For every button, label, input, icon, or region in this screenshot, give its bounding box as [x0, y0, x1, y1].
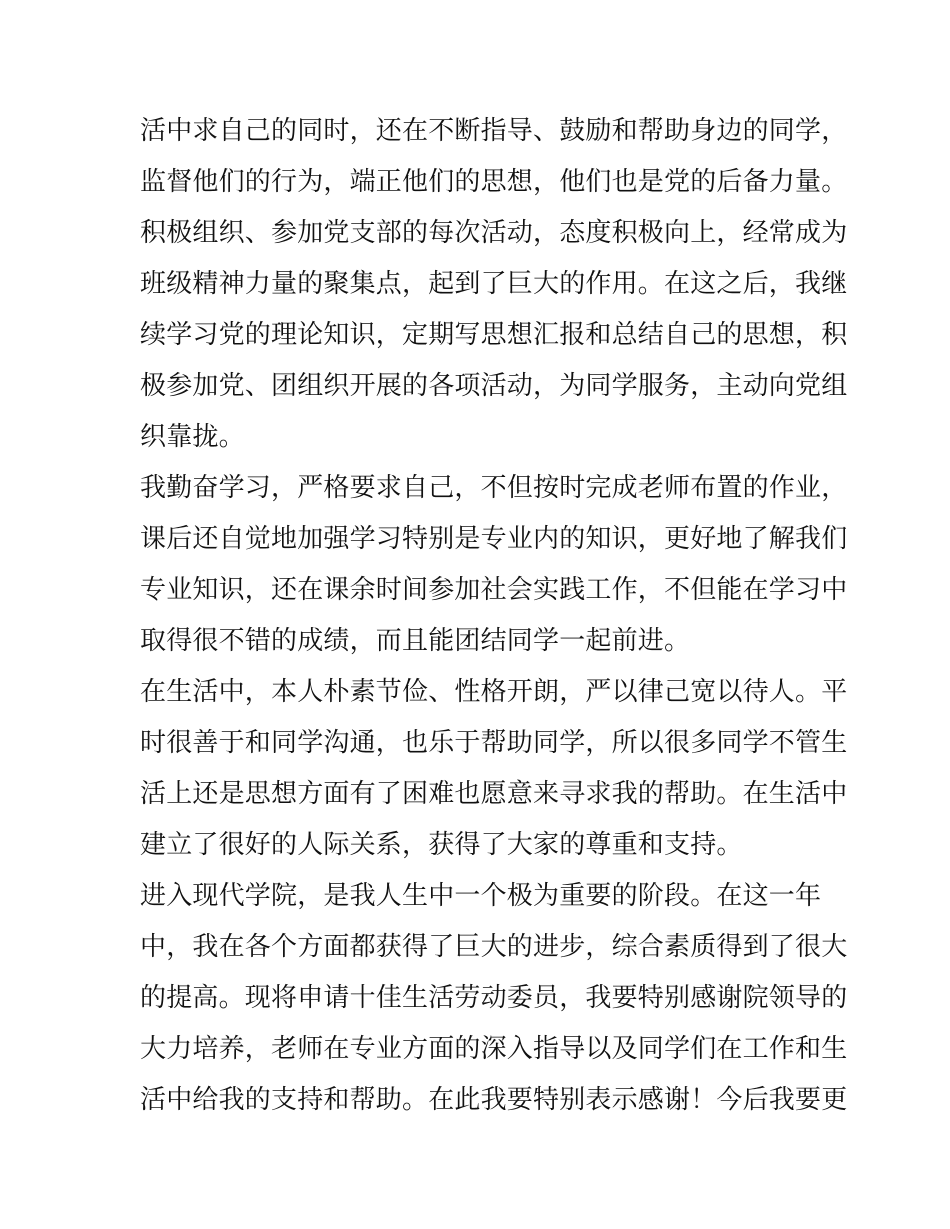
text-line: 中，我在各个方面都获得了巨大的进步，综合素质得到了很大: [140, 932, 848, 962]
text-line: 的提高。现将申请十佳生活劳动委员，我要特别感谢院领导的: [140, 983, 848, 1013]
text-line: 我勤奋学习，严格要求自己，不但按时完成老师布置的作业，: [140, 473, 848, 503]
text-line: 建立了很好的人际关系，获得了大家的尊重和支持。: [140, 830, 743, 860]
paragraph-daily-life: [140, 667, 848, 871]
text-line: 极参加党、团组织开展的各项活动，为同学服务，主动向党组: [140, 371, 848, 401]
text-line: 积极组织、参加党支部的每次活动，态度积极向上，经常成为: [140, 218, 848, 248]
text-line: 大力培养，老师在专业方面的深入指导以及同学们在工作和生: [140, 1034, 848, 1064]
paragraph-study: [140, 463, 848, 667]
text-line: 在生活中，本人朴素节俭、性格开朗，严以律己宽以待人。平: [140, 677, 848, 707]
paragraph-party-activities: [140, 106, 848, 463]
paragraph-conclusion: [140, 871, 848, 1126]
text-line: 织靠拢。: [140, 422, 245, 452]
text-line: 班级精神力量的聚集点，起到了巨大的作用。在这之后，我继: [140, 269, 848, 299]
text-line: 课后还自觉地加强学习特别是专业内的知识，更好地了解我们: [140, 524, 848, 554]
body-text: [140, 106, 848, 1126]
text-line: 时很善于和同学沟通，也乐于帮助同学，所以很多同学不管生: [140, 728, 848, 758]
text-line: 进入现代学院，是我人生中一个极为重要的阶段。在这一年: [140, 881, 822, 911]
text-line: 活中给我的支持和帮助。在此我要特别表示感谢！今后我要更: [140, 1085, 848, 1115]
text-line: 监督他们的行为，端正他们的思想，他们也是党的后备力量。: [140, 167, 848, 197]
text-line: 活上还是思想方面有了困难也愿意来寻求我的帮助。在生活中: [140, 779, 848, 809]
text-line: 续学习党的理论知识，定期写思想汇报和总结自己的思想，积: [140, 320, 848, 350]
text-line: 取得很不错的成绩，而且能团结同学一起前进。: [140, 626, 691, 656]
text-line: 活中求自己的同时，还在不断指导、鼓励和帮助身边的同学，: [140, 116, 848, 146]
text-line: 专业知识，还在课余时间参加社会实践工作，不但能在学习中: [140, 575, 848, 605]
